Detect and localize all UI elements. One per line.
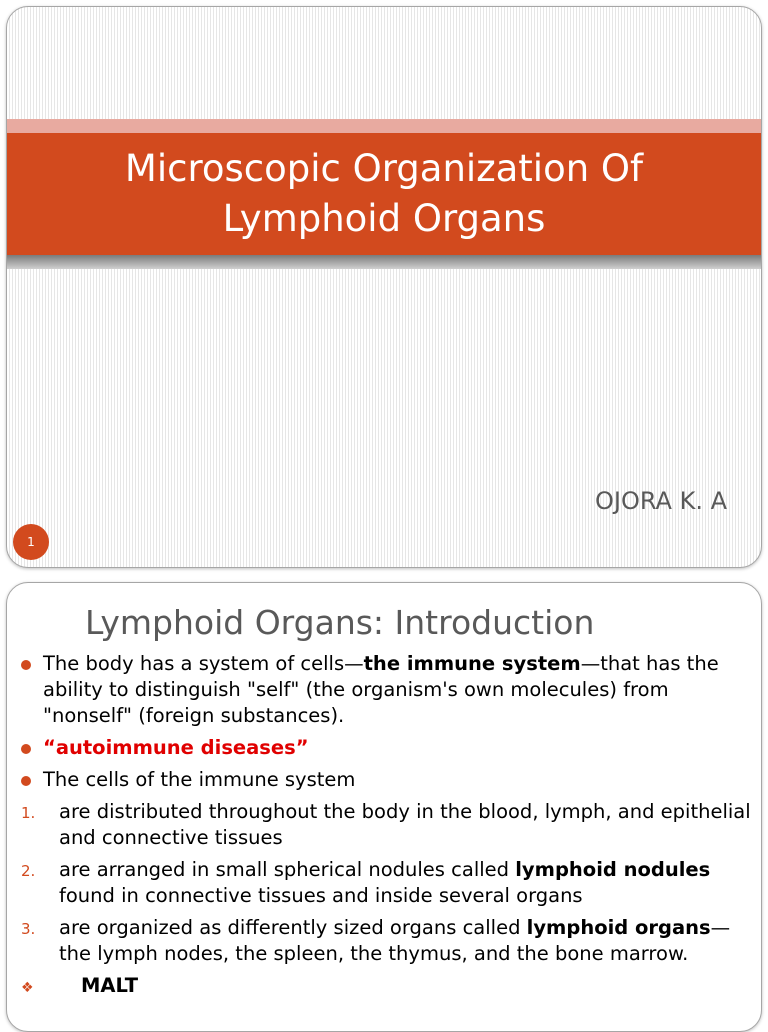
bullet-marker (21, 767, 43, 793)
immune-system-term: the immune system (363, 652, 581, 675)
title-shadow (7, 255, 761, 269)
slide-1-title: Microscopic Organization Of Lymphoid Organs (124, 147, 644, 240)
diamond-cluster-icon: ❖ (21, 980, 34, 996)
item-number: 3. (21, 920, 36, 938)
item-number: 1. (21, 804, 36, 822)
bullet-text: The cells of the immune system (43, 768, 356, 791)
sub-bullet-item (21, 973, 757, 1001)
numbered-item-text: are organized as differently sized organs called lymphoid organs—the lymph nodes, the spleen, the thymus, and the bone marrow. (59, 916, 731, 965)
bullet-text: The body has a system of cells—the immune system—that has the ability to distinguish "self" (the organism's own molecules) from "nonself" (foreign substances). (43, 652, 719, 727)
slide-2-title: Lymphoid Organs: Introduction (85, 603, 595, 642)
author-name: OJORA K. A (594, 487, 727, 515)
title-top-band (7, 119, 761, 133)
malt-term: MALT (81, 974, 138, 997)
bullet-list (21, 651, 757, 1007)
autoimmune-term: “autoimmune diseases” (43, 736, 309, 759)
numbered-item (21, 799, 757, 851)
numbered-item (21, 857, 757, 909)
slide-1 (6, 6, 762, 568)
bullet-item (21, 735, 757, 761)
page-number-badge: 1 (13, 524, 49, 560)
filled-circle-icon (21, 776, 31, 786)
bullet-item (21, 651, 757, 729)
bullet-marker (21, 735, 43, 761)
bullet-item (21, 767, 757, 793)
bullet-marker (21, 651, 43, 729)
numbered-item (21, 915, 757, 967)
filled-circle-icon (21, 744, 31, 754)
numbered-item-text: are distributed throughout the body in the blood, lymph, and epithelial and connective tissues (59, 800, 751, 849)
slide-2 (6, 582, 762, 1032)
item-number: 2. (21, 862, 36, 880)
lymphoid-organs-term: lymphoid organs (526, 916, 711, 939)
lymphoid-nodules-term: lymphoid nodules (515, 858, 711, 881)
title-band (7, 133, 761, 255)
numbered-item-text: are arranged in small spherical nodules called lymphoid nodules found in connective tissues and inside several organs (59, 858, 711, 907)
filled-circle-icon (21, 660, 31, 670)
